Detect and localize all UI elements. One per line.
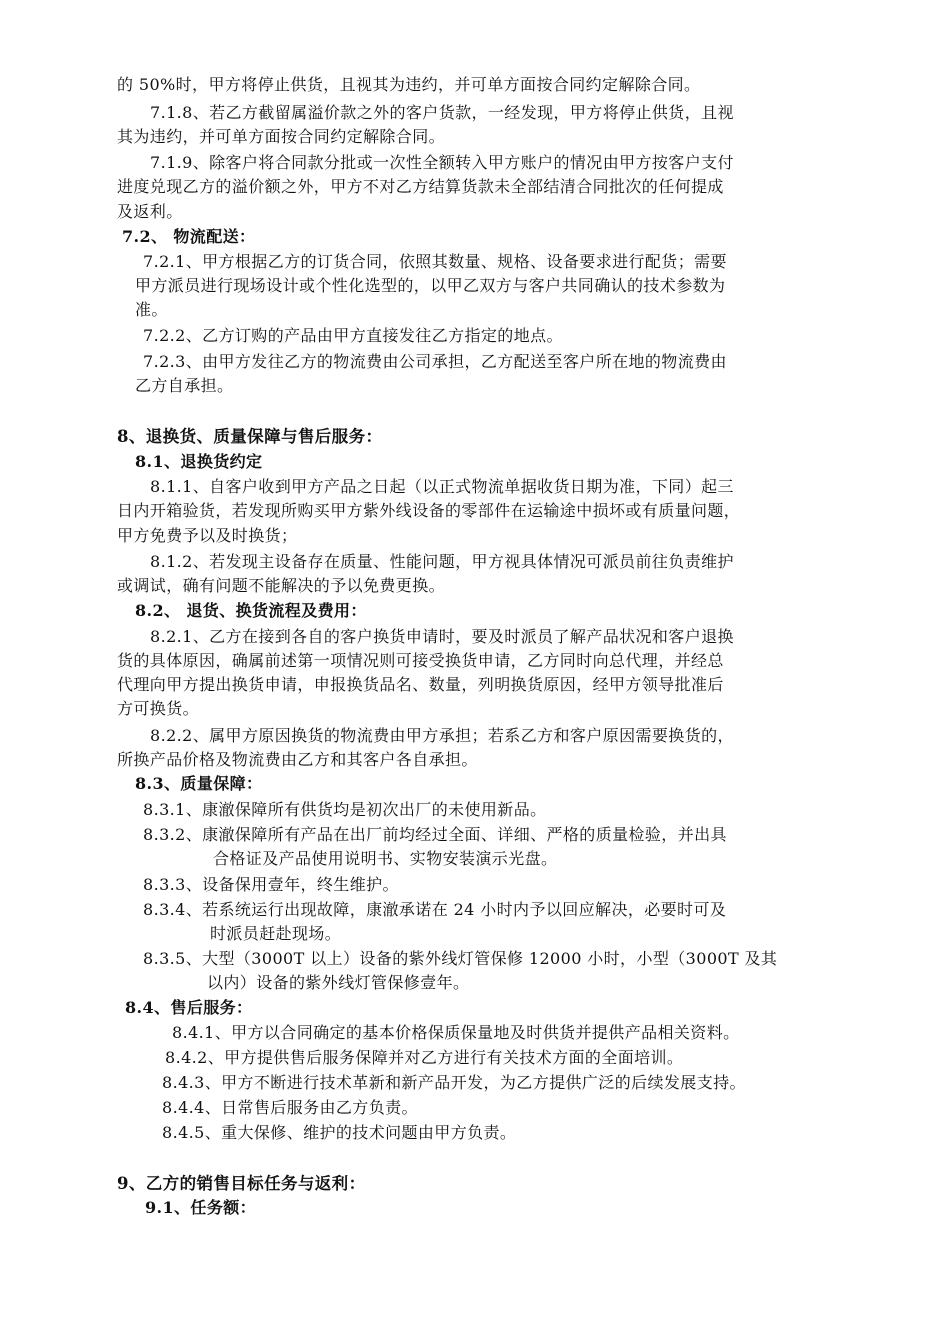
clause-8-2-1: 8.2.1、乙方在接到各自的客户换货申请时，要及时派员了解产品状况和客户退换 [150, 627, 734, 646]
text-line: 乙方自承担。 [135, 376, 234, 395]
text-line: 以内）设备的紫外线灯管保修壹年。 [207, 973, 470, 992]
text-line: 所换产品价格及物流费由乙方和其客户各自承担。 [117, 750, 478, 769]
clause-8-4-2: 8.4.2、甲方提供售后服务保障并对乙方进行有关技术方面的全面培训。 [165, 1048, 684, 1067]
section-heading-9: 9、乙方的销售目标任务与返利： [117, 1174, 366, 1193]
clause-8-2-2: 8.2.2、属甲方原因换货的物流费由甲方承担；若系乙方和客户原因需要换货的， [150, 726, 734, 745]
clause-8-4-4: 8.4.4、日常售后服务由乙方负责。 [162, 1098, 418, 1117]
text-line: 方可换货。 [117, 699, 200, 718]
heading-8-4: 8.4、售后服务： [125, 998, 253, 1017]
clause-7-2-2: 7.2.2、乙方订购的产品由甲方直接发往乙方指定的地点。 [143, 326, 563, 345]
clause-7-2-1: 7.2.1、甲方根据乙方的订货合同，依照其数量、规格、设备要求进行配货；需要 [143, 252, 727, 271]
clause-8-3-1: 8.3.1、康澈保障所有供货均是初次出厂的未使用新品。 [143, 800, 547, 819]
clause-8-3-4: 8.3.4、若系统运行出现故障，康澈承诺在 24 小时内予以回应解决，必要时可及 [143, 900, 727, 919]
text-line: 及返利。 [117, 202, 183, 221]
heading-8-1: 8.1、退换货约定 [135, 452, 263, 471]
heading-8-2: 8.2、 退货、换货流程及费用： [135, 601, 367, 620]
clause-8-1-1: 8.1.1、自客户收到甲方产品之日起（以正式物流单据收货日期为准，下同）起三 [150, 477, 734, 496]
clause-8-3-2: 8.3.2、康澈保障所有产品在出厂前均经过全面、详细、严格的质量检验，并出具 [143, 825, 727, 844]
text-line: 货的具体原因，确属前述第一项情况则可接受换货申请，乙方同时向总代理，并经总 [117, 651, 724, 670]
clause-8-1-2: 8.1.2、若发现主设备存在质量、性能问题，甲方视具体情况可派员前往负责维护 [150, 552, 734, 571]
clause-7-1-8: 7.1.8、若乙方截留属溢价款之外的客户货款，一经发现，甲方将停止供货，且视 [150, 103, 734, 122]
text-line: 准。 [135, 300, 168, 319]
text-line: 的 50%时，甲方将停止供货，且视其为违约，并可单方面按合同约定解除合同。 [117, 75, 701, 94]
heading-8-3: 8.3、质量保障： [135, 774, 263, 793]
clause-8-4-1: 8.4.1、甲方以合同确定的基本价格保质保量地及时供货并提供产品相关资料。 [172, 1023, 740, 1042]
clause-8-4-3: 8.4.3、甲方不断进行技术革新和新产品开发，为乙方提供广泛的后续发展支持。 [162, 1073, 746, 1092]
clause-8-3-5: 8.3.5、大型（3000T 以上）设备的紫外线灯管保修 12000 小时，小型（3000T 及其 [143, 949, 778, 968]
text-line: 甲方免费予以及时换货； [117, 526, 298, 545]
text-line: 其为违约，并可单方面按合同约定解除合同。 [117, 127, 446, 146]
clause-8-4-5: 8.4.5、重大保修、维护的技术问题由甲方负责。 [162, 1123, 517, 1142]
text-line: 日内开箱验货，若发现所购买甲方紫外线设备的零部件在运输途中损坏或有质量问题， [117, 501, 741, 520]
text-line: 或调试，确有问题不能解决的予以免费更换。 [117, 576, 446, 595]
heading-7-2: 7.2、 物流配送： [122, 227, 256, 246]
clause-8-3-3: 8.3.3、设备保用壹年，终生维护。 [143, 875, 399, 894]
text-line: 进度兑现乙方的溢价额之外，甲方不对乙方结算货款未全部结清合同批次的任何提成 [117, 177, 724, 196]
section-heading-8: 8、退换货、质量保障与售后服务： [117, 427, 383, 446]
text-line: 合格证及产品使用说明书、实物安装演示光盘。 [213, 849, 558, 868]
text-line: 甲方派员进行现场设计或个性化选型的，以甲乙双方与客户共同确认的技术参数为 [135, 276, 726, 295]
text-line: 时派员赶赴现场。 [210, 924, 342, 943]
clause-7-2-3: 7.2.3、由甲方发往乙方的物流费由公司承担，乙方配送至客户所在地的物流费由 [143, 352, 727, 371]
clause-7-1-9: 7.1.9、除客户将合同款分批或一次性全额转入甲方账户的情况由甲方按客户支付 [150, 153, 734, 172]
text-line: 代理向甲方提出换货申请，申报换货品名、数量，列明换货原因，经甲方领导批准后 [117, 675, 724, 694]
heading-9-1: 9.1、任务额： [145, 1198, 257, 1217]
